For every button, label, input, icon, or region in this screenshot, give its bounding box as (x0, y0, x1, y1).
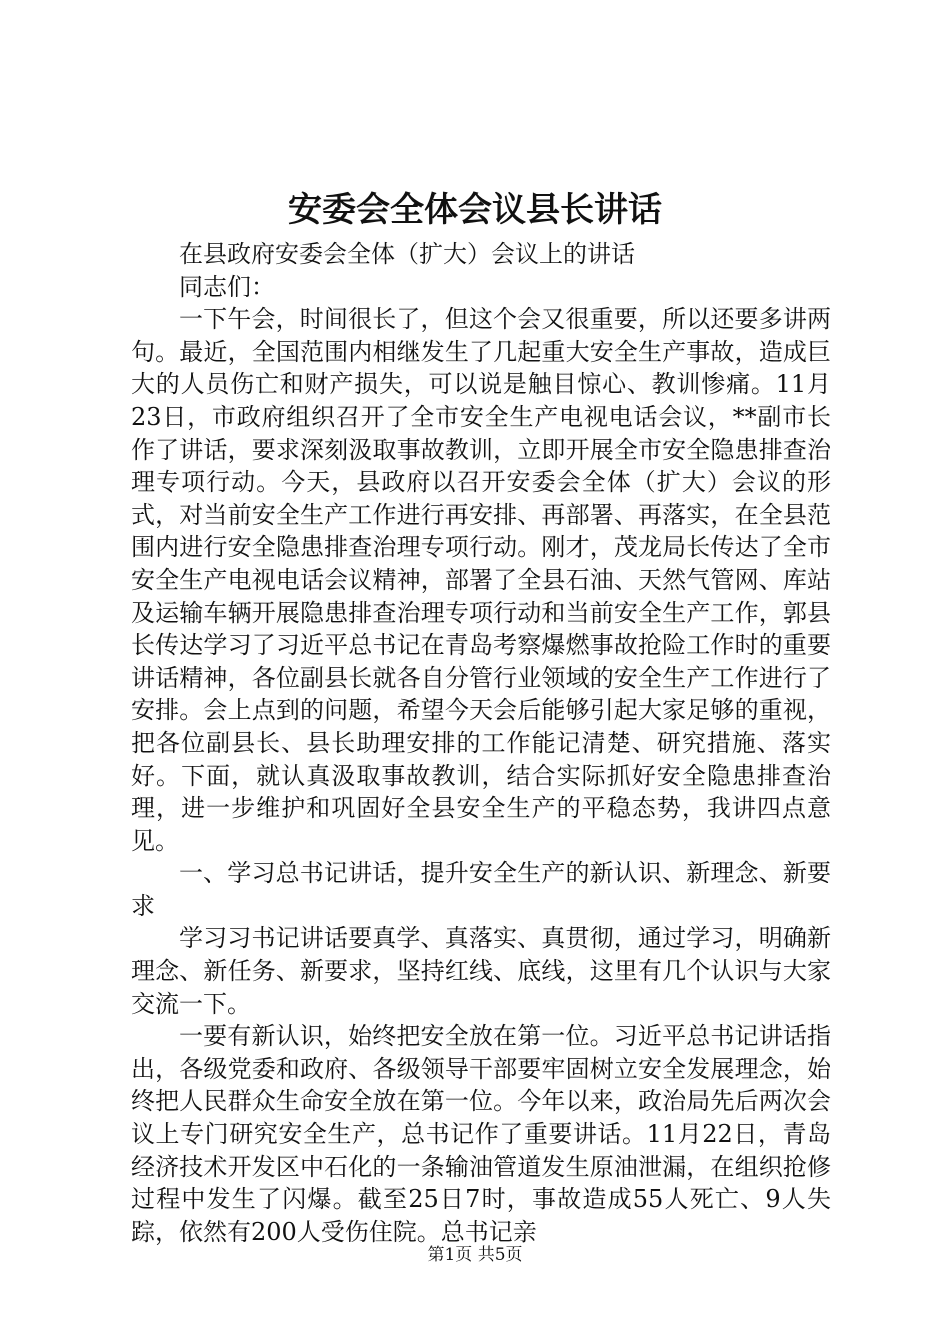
paragraph-study: 学习习书记讲话要真学、真落实、真贯彻，通过学习，明确新理念、新任务、新要求，坚持红线、底线，这里有几个认识与大家交流一下。 (131, 924, 831, 1018)
document-title: 安委会全体会议县长讲话 (288, 190, 662, 230)
section-heading-1: 一、学习总书记讲话，提升安全生产的新认识、新理念、新要求 (131, 859, 831, 920)
document-body (131, 238, 831, 1248)
document-subtitle: 在县政府安委会全体（扩大）会议上的讲话 (179, 240, 635, 268)
paragraph-opening: 一下午会，时间很长了，但这个会又很重要，所以还要多讲两句。最近，全国范围内相继发生了几起重大安全生产事故，造成巨大的人员伤亡和财产损失，可以说是触目惊心、教训惨痛。11月23日，市政府组织召开了全市安全生产电视电话会议，**副市长作了讲话，要求深刻汲取事故教训，立即开展全市安全隐患排查治理专项行动。今天，县政府以召开安委会全体（扩大）会议的形式，对当前安全生产工作进行再安排、再部署、再落实，在全县范围内进行安全隐患排查治理专项行动。刚才，茂龙局长传达了全市安全生产电视电话会议精神，部署了全县石油、天然气管网、库站及运输车辆开展隐患排查治理专项行动和当前安全生产工作，郭县长传达学习了习近平总书记在青岛考察爆燃事故抢险工作时的重要讲话精神，各位副县长就各自分管行业领域的安全生产工作进行了安排。会上点到的问题，希望今天会后能够引起大家足够的重视，把各位副县长、县长助理安排的工作能记清楚、研究措施、落实好。下面，就认真汲取事故教训，结合实际抓好安全隐患排查治理，进一步维护和巩固好全县安全生产的平稳态势，我讲四点意见。 (131, 305, 831, 855)
page-number-footer: 第1页 共5页 (427, 1245, 523, 1265)
salutation: 同志们： (179, 272, 275, 301)
paragraph-new-awareness: 一要有新认识，始终把安全放在第一位。习近平总书记讲话指出，各级党委和政府、各级领导干部要牢固树立安全发展理念，始终把人民群众生命安全放在第一位。今年以来，政治局先后两次会议上专门研究安全生产，总书记作了重要讲话。11月22日，青岛经济技术开发区中石化的一条输油管道发生原油泄漏，在组织抢修过程中发生了闪爆。截至25日7时，事故造成55人死亡、9人失踪，依然有200人受伤住院。总书记亲 (131, 1022, 831, 1246)
